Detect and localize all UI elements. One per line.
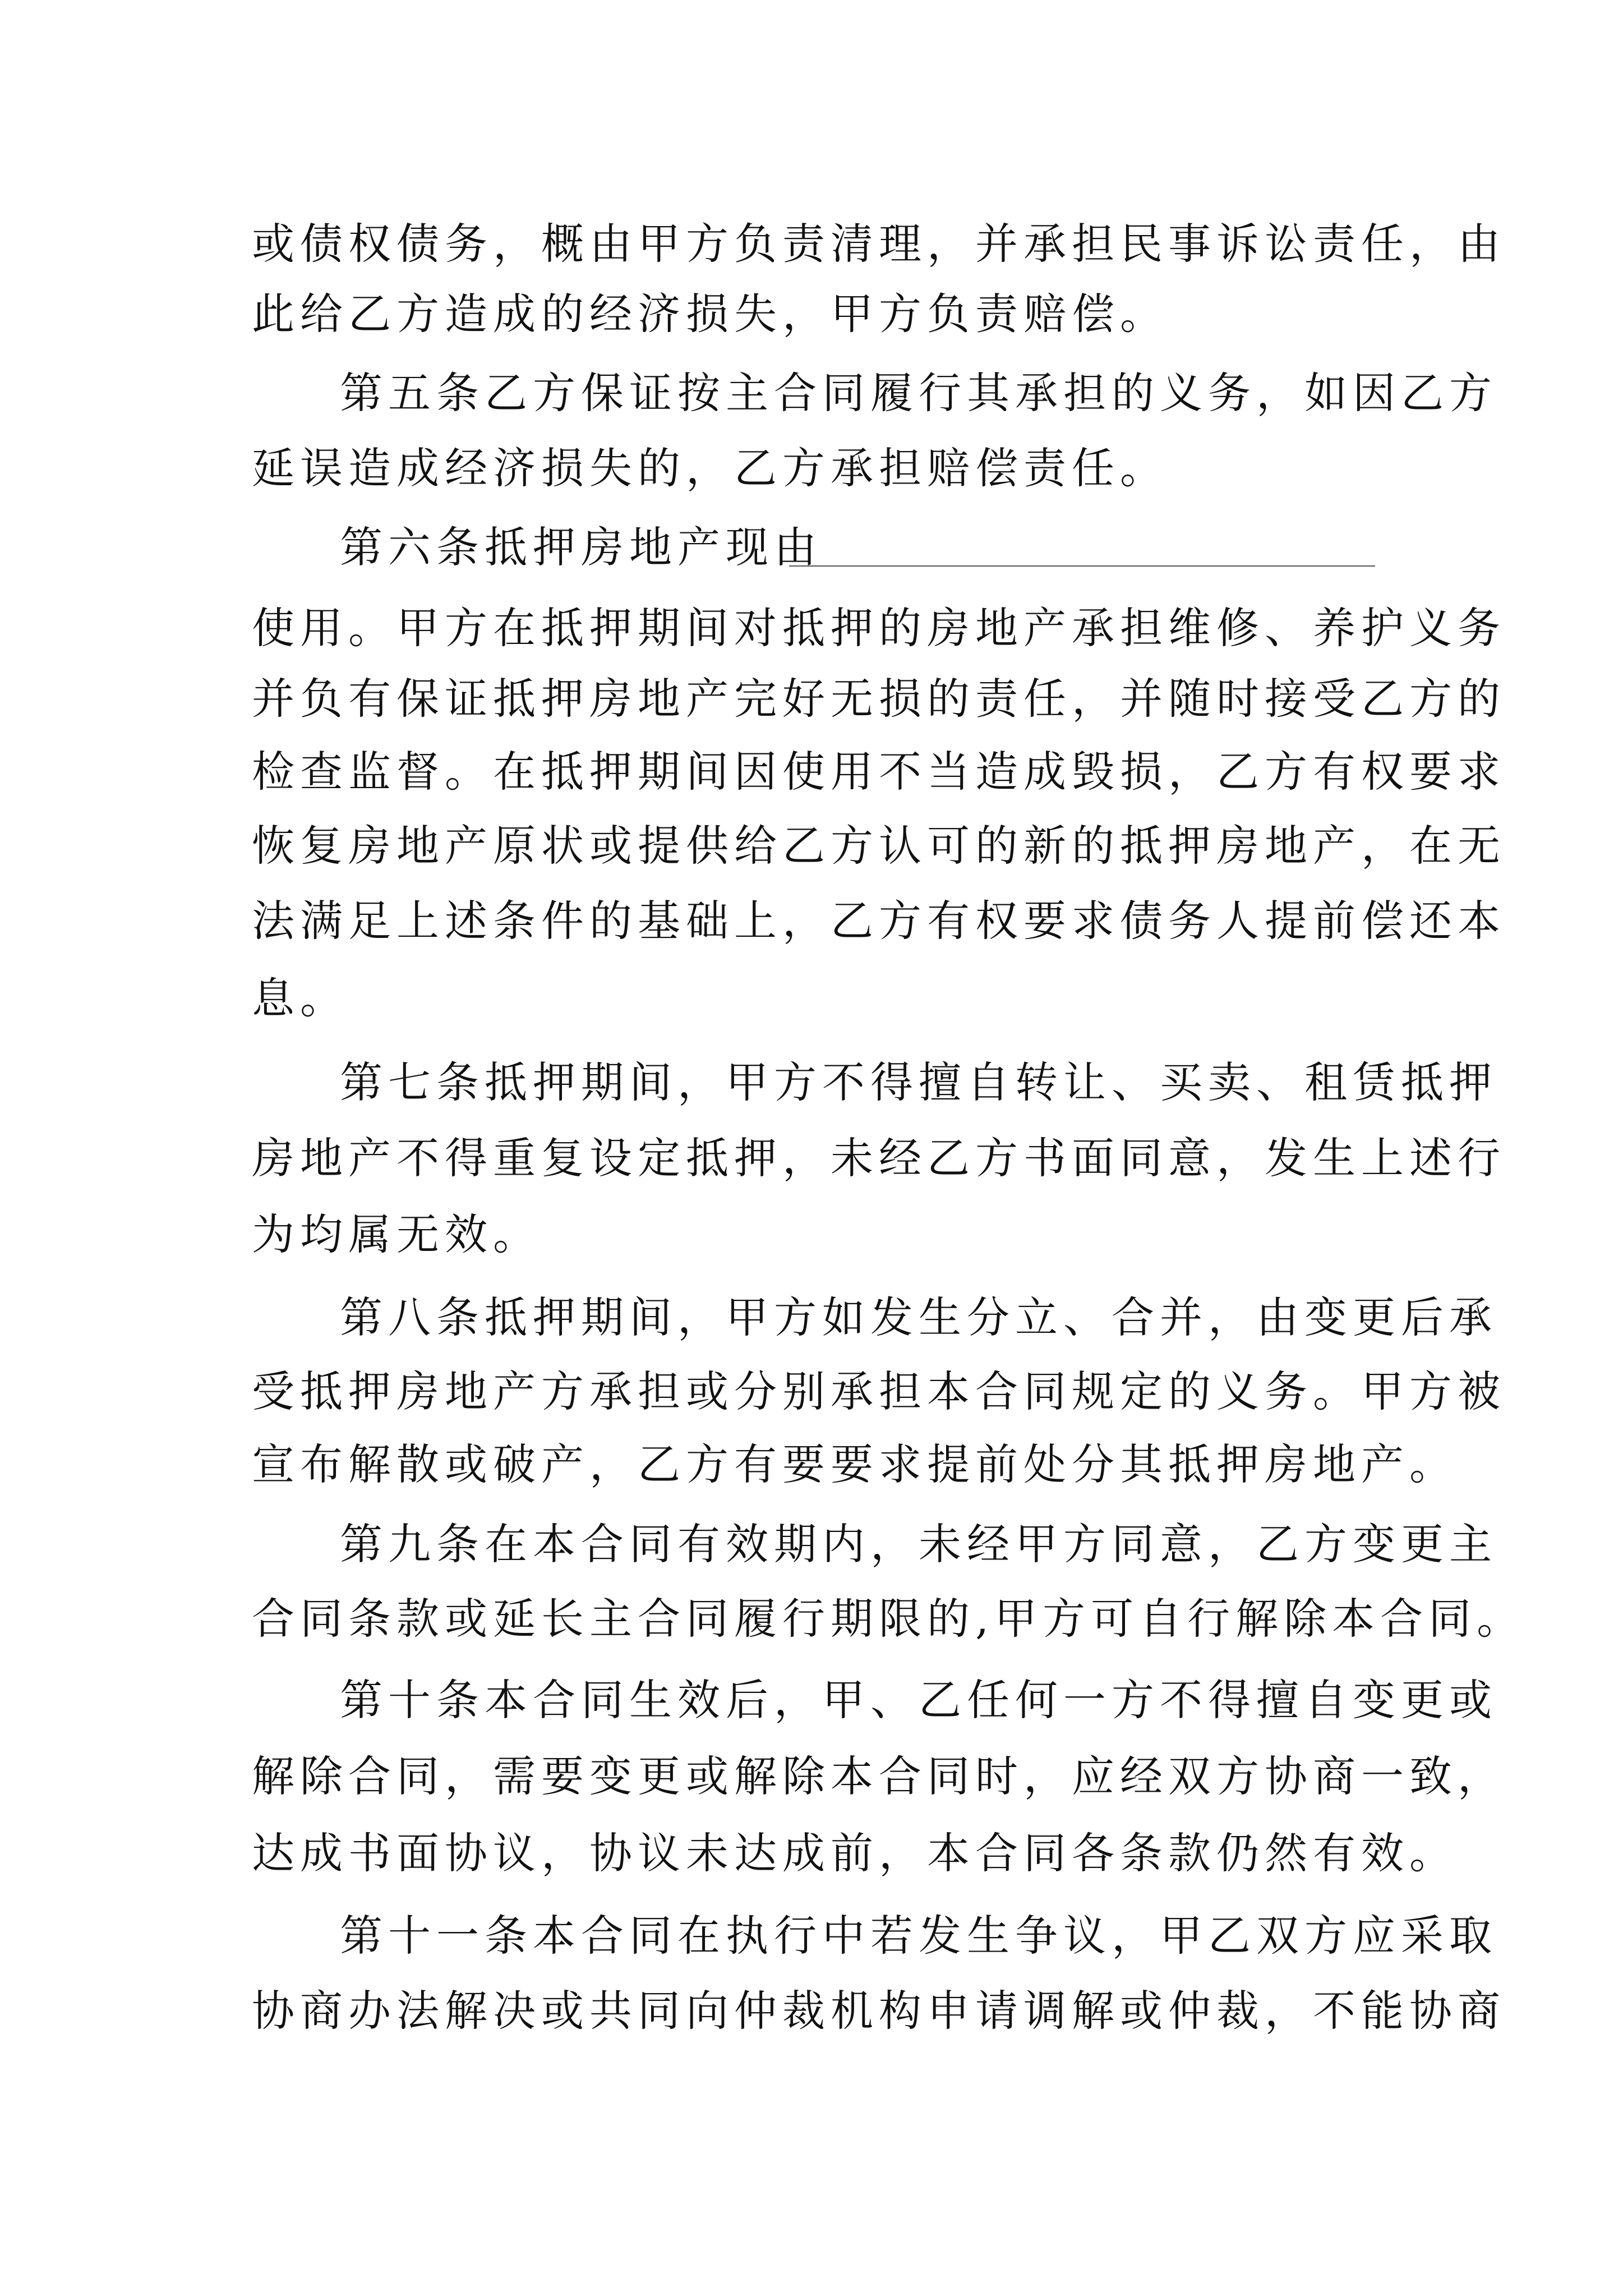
clause-7-start: 第七条抵押期间，甲方不得擅自转让、买卖、租赁抵押 [340, 1057, 1497, 1107]
text-line: 解除合同，需要变更或解除本合同时，应经双方协商一致， [252, 1751, 1506, 1801]
text-line: 使用。甲方在抵押期间对抵押的房地产承担维修、养护义务 [252, 603, 1506, 653]
clause-8-start: 第八条抵押期间，甲方如发生分立、合并，由变更后承 [340, 1292, 1497, 1342]
text-line: 息。 [252, 973, 348, 1023]
text-line: 或债权债务，概由甲方负责清理，并承担民事诉讼责任，由 [252, 219, 1506, 269]
text-line: 合同条款或延长主合同履行期限的,甲方可自行解除本合同。 [252, 1594, 1525, 1644]
text-line: 检查监督。在抵押期间因使用不当造成毁损，乙方有权要求 [252, 747, 1506, 797]
text-line: 协商办法解决或共同向仲裁机构申请调解或仲裁，不能协商 [252, 1986, 1506, 2036]
text-line: 为均属无效。 [252, 1209, 541, 1259]
clause-9-start: 第九条在本合同有效期内，未经甲方同意，乙方变更主 [340, 1519, 1497, 1569]
text-line: 受抵押房地产方承担或分别承担本合同规定的义务。甲方被 [252, 1366, 1506, 1416]
text-line: 恢复房地产原状或提供给乙方认可的新的抵押房地产，在无 [252, 821, 1506, 871]
clause-11-start: 第十一条本合同在执行中若发生争议，甲乙双方应采取 [340, 1911, 1497, 1961]
text-line: 并负有保证抵押房地产完好无损的责任，并随时接受乙方的 [252, 674, 1506, 724]
clause-6-start: 第六条抵押房地产现由 [340, 522, 822, 572]
text-line: 此给乙方造成的经济损失，甲方负责赔偿。 [252, 289, 1168, 339]
fill-in-blank-line [789, 565, 1375, 567]
text-line: 达成书面协议，协议未达成前，本合同各条款仍然有效。 [252, 1828, 1458, 1878]
clause-5-start: 第五条乙方保证按主合同履行其承担的义务，如因乙方 [340, 368, 1497, 418]
text-line: 延误造成经济损失的，乙方承担赔偿责任。 [252, 443, 1168, 493]
text-line: 法满足上述条件的基础上，乙方有权要求债务人提前偿还本 [252, 896, 1506, 946]
text-line: 房地产不得重复设定抵押，未经乙方书面同意，发生上述行 [252, 1133, 1506, 1183]
clause-10-start: 第十条本合同生效后，甲、乙任何一方不得擅自变更或 [340, 1675, 1497, 1725]
text-line: 宣布解散或破产，乙方有要要求提前处分其抵押房地产。 [252, 1439, 1458, 1489]
